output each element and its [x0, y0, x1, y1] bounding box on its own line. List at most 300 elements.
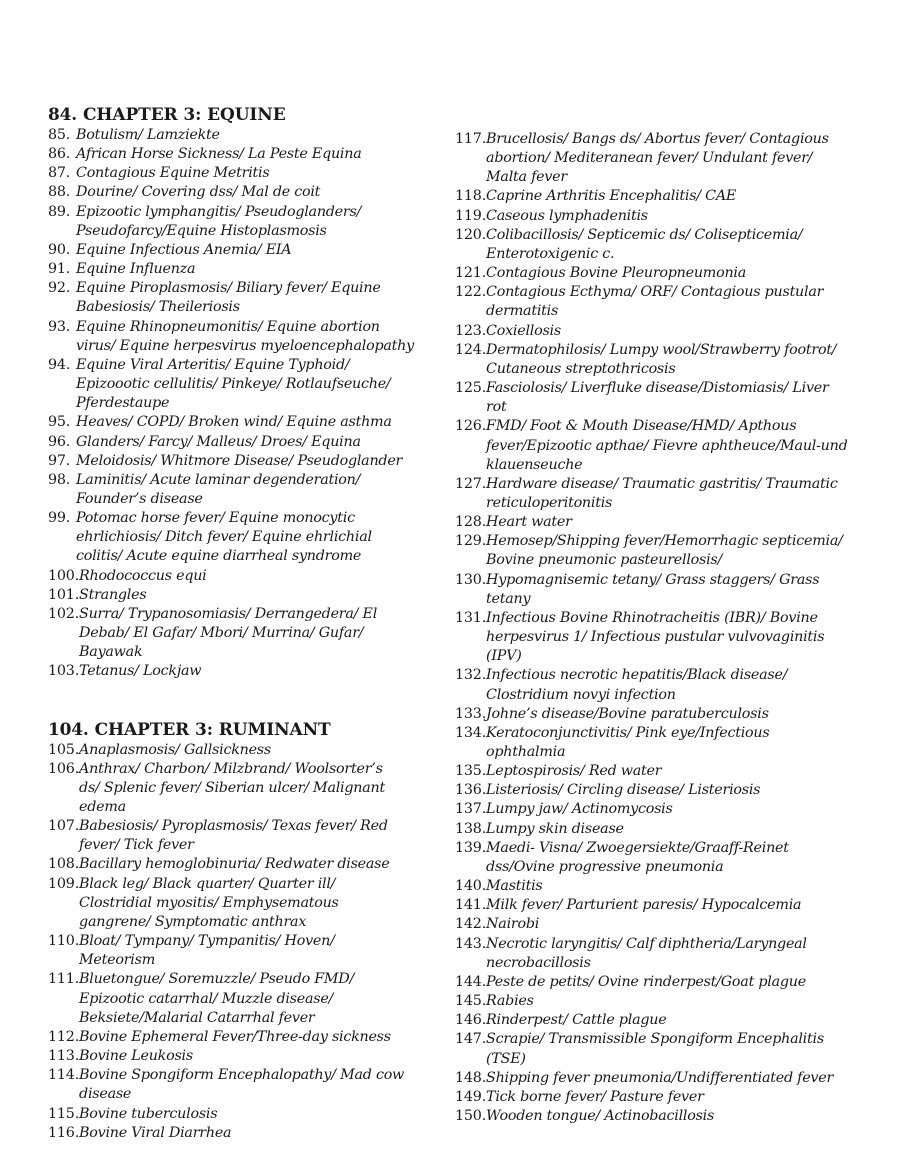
list-item: [48, 1047, 443, 1066]
item-line: disease: [79, 1086, 132, 1103]
list-item: [48, 932, 443, 970]
item-line: Bovine Leukosis: [79, 1048, 193, 1065]
item-text: [79, 932, 443, 970]
item-line: Equine Rhinopneumonitis/ Equine abortion: [76, 318, 380, 335]
item-line: Debab/ El Gafar/ Mbori/ Murrina/ Gufar/: [79, 625, 364, 642]
item-line: abortion/ Mediteranean fever/ Undulant fever/: [486, 150, 813, 167]
item-text: [79, 1066, 443, 1104]
item-text: [486, 935, 875, 973]
item-number: 137.: [455, 801, 487, 818]
item-number: 116.: [48, 1124, 80, 1141]
item-line: (IPV): [486, 648, 522, 665]
item-number: 96.: [48, 433, 71, 450]
item-text: [76, 260, 443, 279]
list-item: [455, 781, 875, 800]
item-number: 88.: [48, 184, 71, 201]
item-text: [79, 741, 443, 760]
item-line: ds/ Splenic fever/ Siberian ulcer/ Malignant: [79, 779, 385, 796]
item-number: 107.: [48, 818, 80, 835]
item-line: Bovine Viral Diarrhea: [79, 1124, 232, 1141]
item-text: [486, 130, 875, 187]
item-text: [486, 609, 875, 666]
item-line: Meloidosis/ Whitmore Disease/ Pseudoglander: [76, 452, 403, 469]
item-number: 99.: [48, 510, 71, 527]
list-item: [455, 609, 875, 666]
item-number: 115.: [48, 1105, 80, 1122]
item-line: Potomac horse fever/ Equine monocytic: [76, 510, 355, 527]
item-number: 144.: [455, 973, 487, 990]
list-item: [48, 1028, 443, 1047]
item-line: Contagious Equine Metritis: [76, 165, 270, 182]
item-line: Babesiosis/ Theileriosis: [76, 299, 240, 316]
item-number: 113.: [48, 1048, 80, 1065]
item-text: [76, 356, 443, 413]
item-text: [486, 992, 875, 1011]
item-number: 92.: [48, 280, 71, 297]
item-text: [76, 509, 443, 566]
item-text: [76, 452, 443, 471]
item-line: Founder’s disease: [76, 490, 203, 507]
list-item: [48, 356, 443, 413]
item-text: [79, 760, 443, 817]
item-number: 109.: [48, 875, 80, 892]
list-item: [48, 817, 443, 855]
chapter-number: 84.: [48, 105, 77, 125]
item-text: [486, 226, 875, 264]
list-item: [455, 226, 875, 264]
item-line: Pseudofarcy/Equine Histoplasmosis: [76, 222, 327, 239]
item-line: Bayawak: [79, 644, 143, 661]
item-number: 120.: [455, 226, 487, 243]
item-line: Hypomagnisemic tetany/ Grass staggers/ Grass: [486, 571, 820, 588]
item-line: necrobacillosis: [486, 954, 591, 971]
equine-list: [48, 126, 443, 682]
item-line: fever/Epizootic apthae/ Fievre aphtheuce/Maul-und: [486, 437, 848, 454]
item-line: Malta fever: [486, 169, 567, 186]
item-line: Strangles: [79, 586, 147, 603]
section-spacer: [48, 682, 443, 720]
list-item: [455, 207, 875, 226]
item-text: [486, 800, 875, 819]
item-number: 149.: [455, 1088, 487, 1105]
item-number: 125.: [455, 380, 487, 397]
list-item: [455, 915, 875, 934]
item-text: [486, 705, 875, 724]
item-text: [486, 915, 875, 934]
item-line: Rhodococcus equi: [79, 567, 207, 584]
item-number: 150.: [455, 1107, 487, 1124]
item-line: Equine Influenza: [76, 261, 196, 278]
item-number: 86.: [48, 146, 71, 163]
list-item: [48, 183, 443, 202]
item-text: [486, 283, 875, 321]
item-line: dermatitis: [486, 303, 559, 320]
item-line: Equine Viral Arteritis/ Equine Typhoid/: [76, 356, 350, 373]
list-item: [48, 567, 443, 586]
item-number: 146.: [455, 1012, 487, 1029]
list-item: [455, 877, 875, 896]
item-line: Surra/ Trypanosomiasis/ Derrangedera/ El: [79, 605, 378, 622]
item-line: Wooden tongue/ Actinobacillosis: [486, 1107, 715, 1124]
item-text: [79, 1124, 443, 1143]
list-item: [455, 322, 875, 341]
item-number: 118.: [455, 188, 487, 205]
item-text: [486, 187, 875, 206]
item-number: 103.: [48, 663, 80, 680]
item-line: Equine Infectious Anemia/ EIA: [76, 241, 292, 258]
item-text: [79, 817, 443, 855]
item-number: 123.: [455, 322, 487, 339]
chapter-heading: [48, 105, 443, 126]
item-line: herpesvirus 1/ Infectious pustular vulvovaginitis: [486, 629, 825, 646]
item-line: Mastitis: [486, 878, 543, 895]
item-line: Brucellosis/ Bangs ds/ Abortus fever/ Contagious: [486, 131, 829, 147]
item-number: 101.: [48, 586, 80, 603]
item-line: Keratoconjunctivitis/ Pink eye/Infectious: [486, 724, 770, 741]
item-text: [79, 970, 443, 1027]
item-line: Epizootic lymphangitis/ Pseudoglanders/: [76, 203, 362, 220]
item-line: Nairobi: [486, 916, 540, 933]
item-line: Rabies: [486, 993, 534, 1010]
item-number: 111.: [48, 971, 80, 988]
item-number: 138.: [455, 820, 487, 837]
item-number: 148.: [455, 1069, 487, 1086]
item-number: 94.: [48, 356, 71, 373]
item-line: Caprine Arthritis Encephalitis/ CAE: [486, 188, 737, 205]
list-item: [455, 896, 875, 915]
item-line: Peste de petits/ Ovine rinderpest/Goat plague: [486, 973, 806, 990]
item-number: 131.: [455, 609, 487, 626]
item-number: 117.: [455, 131, 487, 147]
item-line: Milk fever/ Parturient paresis/ Hypocalcemia: [486, 897, 802, 914]
list-item: [48, 586, 443, 605]
list-item: [48, 970, 443, 1027]
list-item: [48, 433, 443, 452]
item-number: 139.: [455, 839, 487, 856]
item-line: Black leg/ Black quarter/ Quarter ill/: [79, 875, 336, 892]
item-text: [79, 1105, 443, 1124]
chapter-title: CHAPTER 3: RUMINANT: [94, 719, 331, 740]
item-line: Coxiellosis: [486, 322, 561, 339]
item-line: Heaves/ COPD/ Broken wind/ Equine asthma: [76, 414, 392, 431]
item-text: [79, 855, 443, 874]
item-text: [486, 762, 875, 781]
list-item: [455, 1107, 875, 1126]
item-text: [486, 877, 875, 896]
item-line: Enterotoxigenic c.: [486, 245, 615, 262]
item-line: Caseous lymphadenitis: [486, 207, 648, 224]
item-text: [486, 1011, 875, 1030]
item-line: Tick borne fever/ Pasture fever: [486, 1088, 704, 1105]
item-line: Colibacillosis/ Septicemic ds/ Colisepticemia/: [486, 226, 803, 243]
item-number: 110.: [48, 933, 80, 950]
item-line: rot: [486, 399, 507, 416]
chapter-heading: [48, 720, 443, 741]
item-text: [486, 264, 875, 283]
item-number: 121.: [455, 265, 487, 282]
item-line: edema: [79, 799, 126, 815]
item-line: Beksiete/Malarial Catarrhal fever: [79, 1009, 315, 1026]
list-item: [455, 820, 875, 839]
item-number: 85.: [48, 127, 71, 143]
item-line: Dermatophilosis/ Lumpy wool/Strawberry footrot/: [486, 341, 837, 358]
item-line: fever/ Tick fever: [79, 837, 194, 854]
list-item: [455, 1069, 875, 1088]
item-line: Bovine tuberculosis: [79, 1105, 218, 1122]
item-line: Epizootic catarrhal/ Muzzle disease/: [79, 990, 334, 1007]
list-item: [48, 145, 443, 164]
item-line: Infectious Bovine Rhinotracheitis (IBR)/ Bovine: [486, 609, 818, 626]
list-item: [48, 279, 443, 317]
item-line: Shipping fever pneumonia/Undifferentiated fever: [486, 1069, 834, 1086]
item-line: Hemosep/Shipping fever/Hemorrhagic septicemia/: [486, 533, 843, 550]
list-item: [455, 762, 875, 781]
item-number: 90.: [48, 241, 71, 258]
item-text: [76, 318, 443, 356]
item-text: [486, 820, 875, 839]
item-text: [79, 875, 443, 932]
item-number: 133.: [455, 705, 487, 722]
item-text: [486, 417, 875, 474]
item-line: Lumpy skin disease: [486, 820, 624, 837]
item-line: tetany: [486, 590, 531, 607]
item-text: [76, 145, 443, 164]
list-item: [48, 875, 443, 932]
item-number: 124.: [455, 341, 487, 358]
item-text: [79, 567, 443, 586]
item-number: 91.: [48, 261, 71, 278]
item-line: Anthrax/ Charbon/ Milzbrand/ Woolsorter’s: [79, 760, 383, 777]
ruminant-list-left: [48, 741, 443, 1143]
right-column: [455, 0, 875, 1126]
item-line: Glanders/ Farcy/ Malleus/ Droes/ Equina: [76, 433, 361, 450]
item-line: colitis/ Acute equine diarrheal syndrome: [76, 548, 362, 565]
item-number: 145.: [455, 993, 487, 1010]
item-number: 97.: [48, 452, 71, 469]
item-line: Bacillary hemoglobinuria/ Redwater disease: [79, 856, 390, 873]
list-item: [48, 203, 443, 241]
item-number: 106.: [48, 760, 80, 777]
item-number: 142.: [455, 916, 487, 933]
item-number: 134.: [455, 724, 487, 741]
item-number: 105.: [48, 741, 80, 758]
item-text: [486, 322, 875, 341]
item-line: Bloat/ Tympany/ Tympanitis/ Hoven/: [79, 933, 335, 950]
item-line: gangrene/ Symptomatic anthrax: [79, 913, 307, 930]
item-line: Heart water: [486, 514, 572, 531]
item-line: Clostridium novyi infection: [486, 686, 676, 703]
list-item: [455, 283, 875, 321]
item-text: [79, 605, 443, 662]
item-text: [486, 1088, 875, 1107]
item-text: [76, 183, 443, 202]
item-text: [76, 126, 443, 145]
item-number: 126.: [455, 418, 487, 435]
list-item: [48, 1124, 443, 1143]
item-text: [76, 433, 443, 452]
item-text: [486, 973, 875, 992]
list-item: [455, 379, 875, 417]
item-number: 132.: [455, 667, 487, 684]
item-line: Dourine/ Covering dss/ Mal de coit: [76, 184, 321, 201]
list-item: [455, 341, 875, 379]
item-line: Bovine Ephemeral Fever/Three-day sickness: [79, 1028, 391, 1045]
list-item: [455, 1030, 875, 1068]
item-number: 129.: [455, 533, 487, 550]
item-line: Fasciolosis/ Liverfluke disease/Distomiasis/ Liver: [486, 380, 829, 397]
item-line: Infectious necrotic hepatitis/Black disease/: [486, 667, 788, 684]
item-number: 140.: [455, 878, 487, 895]
item-number: 128.: [455, 514, 487, 531]
item-text: [486, 571, 875, 609]
list-item: [455, 264, 875, 283]
list-item: [48, 452, 443, 471]
list-item: [455, 724, 875, 762]
item-number: 147.: [455, 1031, 487, 1048]
item-text: [76, 203, 443, 241]
list-item: [48, 760, 443, 817]
left-column: [48, 0, 443, 1143]
item-text: [486, 1107, 875, 1126]
list-item: [48, 855, 443, 874]
list-item: [455, 705, 875, 724]
item-line: Hardware disease/ Traumatic gastritis/ Traumatic: [486, 475, 838, 492]
item-number: 100.: [48, 567, 80, 584]
list-item: [455, 992, 875, 1011]
item-number: 114.: [48, 1067, 80, 1084]
list-item: [48, 509, 443, 566]
list-item: [455, 935, 875, 973]
list-item: [455, 800, 875, 819]
list-item: [48, 1105, 443, 1124]
item-text: [486, 896, 875, 915]
item-line: Necrotic laryngitis/ Calf diphtheria/Laryngeal: [486, 935, 807, 952]
item-text: [76, 241, 443, 260]
item-number: 98.: [48, 471, 71, 488]
item-text: [76, 471, 443, 509]
item-number: 95.: [48, 414, 71, 431]
item-line: Clostridial myositis/ Emphysematous: [79, 894, 339, 911]
item-text: [486, 475, 875, 513]
item-text: [486, 1069, 875, 1088]
item-number: 112.: [48, 1028, 80, 1045]
item-line: Scrapie/ Transmissible Spongiform Encephalitis: [486, 1031, 824, 1048]
list-item: [48, 741, 443, 760]
item-line: dss/Ovine progressive pneumonia: [486, 858, 724, 875]
item-text: [79, 1047, 443, 1066]
item-number: 130.: [455, 571, 487, 588]
list-item: [455, 973, 875, 992]
item-line: Lumpy jaw/ Actinomycosis: [486, 801, 673, 818]
item-text: [76, 413, 443, 432]
list-item: [48, 241, 443, 260]
list-item: [455, 417, 875, 474]
item-text: [76, 279, 443, 317]
item-line: Meteorism: [79, 952, 156, 969]
list-item: [48, 260, 443, 279]
item-line: Babesiosis/ Pyroplasmosis/ Texas fever/ Red: [79, 818, 388, 835]
list-item: [455, 532, 875, 570]
item-number: 93.: [48, 318, 71, 335]
item-text: [486, 666, 875, 704]
list-item: [455, 571, 875, 609]
list-item: [48, 471, 443, 509]
item-text: [486, 724, 875, 762]
item-line: Maedi- Visna/ Zwoegersiekte/Graaff-Reinet: [486, 839, 789, 856]
chapter-number: 104.: [48, 719, 89, 740]
item-number: 141.: [455, 897, 487, 914]
item-line: Leptospirosis/ Red water: [486, 763, 662, 780]
item-line: Contagious Ecthyma/ ORF/ Contagious pustular: [486, 284, 824, 301]
item-text: [76, 164, 443, 183]
item-line: Pferdestaupe: [76, 395, 170, 412]
item-text: [486, 1030, 875, 1068]
list-item: [455, 130, 875, 187]
chapter-title: CHAPTER 3: EQUINE: [82, 105, 286, 125]
item-line: Tetanus/ Lockjaw: [79, 663, 202, 680]
list-item: [48, 1066, 443, 1104]
list-item: [48, 413, 443, 432]
item-text: [486, 532, 875, 570]
item-line: Bovine Spongiform Encephalopathy/ Mad cow: [79, 1067, 405, 1084]
list-item: [455, 513, 875, 532]
item-number: 102.: [48, 605, 80, 622]
item-line: Bluetongue/ Soremuzzle/ Pseudo FMD/: [79, 971, 355, 988]
item-line: reticuloperitonitis: [486, 494, 613, 511]
list-item: [455, 1011, 875, 1030]
item-text: [486, 207, 875, 226]
list-item: [455, 475, 875, 513]
item-line: Johne’s disease/Bovine paratuberculosis: [486, 705, 769, 722]
item-number: 136.: [455, 782, 487, 799]
item-number: 108.: [48, 856, 80, 873]
item-text: [486, 341, 875, 379]
item-line: Cutaneous streptothricosis: [486, 360, 676, 377]
item-number: 119.: [455, 207, 487, 224]
list-item: [48, 605, 443, 662]
item-line: African Horse Sickness/ La Peste Equina: [76, 146, 362, 163]
item-number: 143.: [455, 935, 487, 952]
list-item: [48, 662, 443, 681]
item-line: Listeriosis/ Circling disease/ Listeriosis: [486, 782, 761, 799]
item-line: (TSE): [486, 1050, 526, 1067]
item-text: [79, 1028, 443, 1047]
item-text: [486, 513, 875, 532]
item-line: klauenseuche: [486, 456, 583, 473]
ruminant-list-right: [455, 130, 875, 1126]
item-number: 127.: [455, 475, 487, 492]
item-text: [486, 839, 875, 877]
item-number: 87.: [48, 165, 71, 182]
item-line: Anaplasmosis/ Gallsickness: [79, 741, 271, 758]
list-item: [48, 318, 443, 356]
list-item: [455, 839, 875, 877]
item-number: 89.: [48, 203, 71, 220]
item-number: 122.: [455, 284, 487, 301]
item-text: [486, 781, 875, 800]
item-text: [486, 379, 875, 417]
item-line: Rinderpest/ Cattle plague: [486, 1012, 667, 1029]
item-number: 135.: [455, 763, 487, 780]
item-line: Epizoootic cellulitis/ Pinkeye/ Rotlaufseuche/: [76, 376, 391, 393]
item-text: [79, 586, 443, 605]
item-text: [79, 662, 443, 681]
item-line: ehrlichiosis/ Ditch fever/ Equine ehrlichial: [76, 529, 372, 546]
item-line: Bovine pneumonic pasteurellosis/: [486, 552, 723, 569]
item-line: FMD/ Foot & Mouth Disease/HMD/ Apthous: [486, 418, 797, 435]
item-line: Botulism/ Lamziekte: [76, 127, 220, 143]
list-item: [455, 187, 875, 206]
